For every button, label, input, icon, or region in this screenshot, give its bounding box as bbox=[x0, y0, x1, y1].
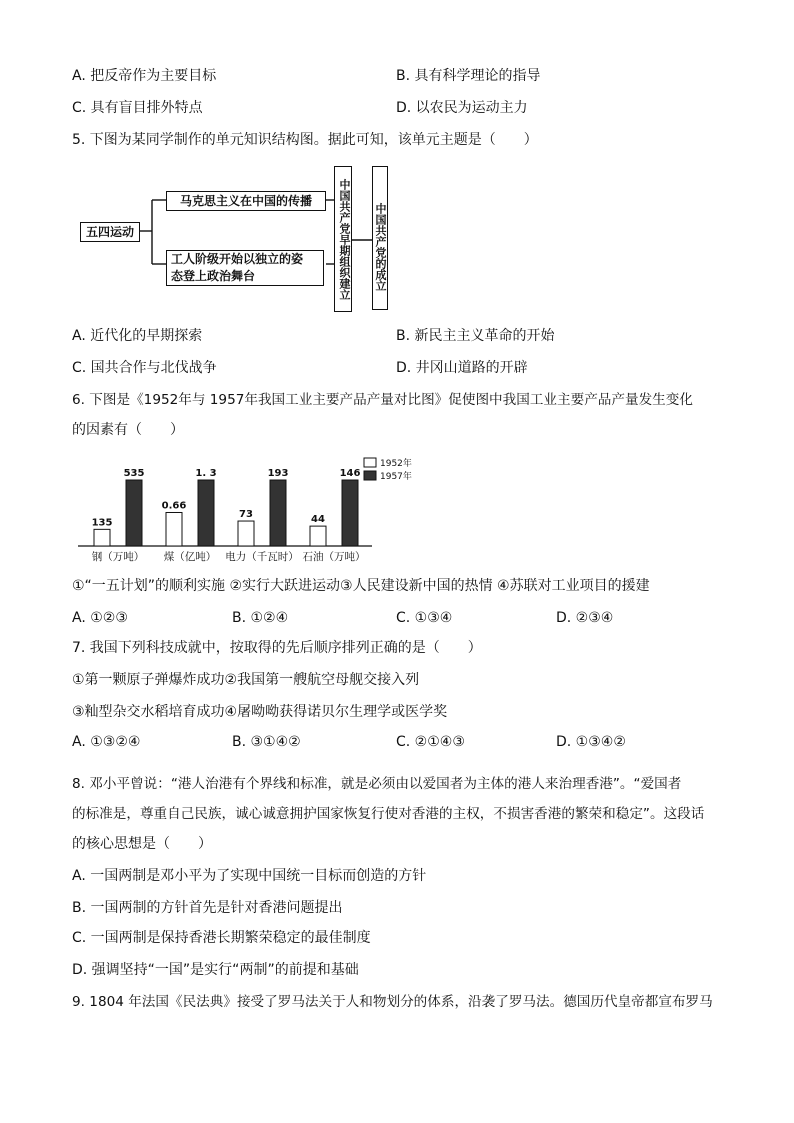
diagram-root-box: 五四运动 bbox=[80, 222, 140, 242]
bar-1952-2 bbox=[238, 521, 254, 546]
diagram-middle-box: 中国共产党早期组织建立 bbox=[334, 166, 352, 312]
q7-items-line1: ①第一颗原子弹爆炸成功②我国第一艘航空母舰交接入列 bbox=[72, 672, 420, 688]
diagram-branch-bottom-line2: 态登上政治舞台 bbox=[171, 269, 256, 283]
q8-option-a: A. 一国两制是邓小平为了实现中国统一目标而创造的方针 bbox=[72, 868, 427, 884]
legend-swatch-1 bbox=[364, 471, 376, 480]
bar-value-label: 0.66 bbox=[161, 500, 187, 512]
bar-1957-0 bbox=[126, 480, 142, 546]
bar-value-label: 193 bbox=[267, 468, 289, 479]
category-label: 电力（千瓦时） bbox=[225, 551, 299, 563]
q5-option-d: D. 井冈山道路的开辟 bbox=[396, 360, 528, 376]
q4-option-a: A. 把反帝作为主要目标 bbox=[72, 68, 217, 84]
q8-option-c: C. 一国两制是保持香港长期繁荣稳定的最佳制度 bbox=[72, 930, 371, 946]
bar-value-label: 535 bbox=[123, 468, 145, 479]
q5-option-a: A. 近代化的早期探索 bbox=[72, 328, 203, 344]
diagram-branch-top-box: 马克思主义在中国的传播 bbox=[166, 191, 326, 211]
q5-option-c: C. 国共合作与北伐战争 bbox=[72, 360, 217, 376]
q6-stem-line2: 的因素有（ ） bbox=[72, 422, 184, 438]
diagram-branch-bottom-box bbox=[166, 250, 324, 286]
bar-1952-0 bbox=[94, 529, 110, 546]
diagram-right-box: 中国共产党的成立 bbox=[372, 166, 388, 310]
legend-swatch-0 bbox=[364, 458, 376, 467]
q6-statements: ①“一五计划”的顺利实施 ②实行大跃进运动③人民建设新中国的热情 ④苏联对工业项目的援建 bbox=[72, 578, 650, 594]
q4-option-b: B. 具有科学理论的指导 bbox=[396, 68, 541, 84]
q8-option-b: B. 一国两制的方针首先是针对香港问题提出 bbox=[72, 900, 343, 916]
q6-option-c: C. ①③④ bbox=[396, 610, 453, 626]
bar-value-label: 73 bbox=[239, 509, 253, 521]
category-label: 石油（万吨） bbox=[302, 551, 366, 563]
category-label: 煤（亿吨） bbox=[163, 551, 217, 563]
q9-line1: 9. 1804 年法国《民法典》接受了罗马法关于人和物划分的体系，沿袭了罗马法。德国历代皇帝都宣布罗马 bbox=[72, 994, 713, 1010]
q4-option-c: C. 具有盲目排外特点 bbox=[72, 100, 203, 116]
q5-stem: 5. 下图为某同学制作的单元知识结构图。据此可知，该单元主题是（ ） bbox=[72, 132, 538, 148]
bar-value-label: 146 bbox=[339, 468, 361, 479]
q8-line3: 的核心思想是（ ） bbox=[72, 836, 212, 852]
q8-line1: 8. 邓小平曾说：“港人治港有个界线和标准，就是必须由以爱国者为主体的港人来治理香港”。“爱国者 bbox=[72, 776, 682, 792]
bar-1957-3 bbox=[342, 480, 358, 546]
q6-option-b: B. ①②④ bbox=[232, 610, 289, 626]
q6-option-d: D. ②③④ bbox=[556, 610, 614, 626]
q7-option-c: C. ②①④③ bbox=[396, 734, 465, 750]
bar-value-label: 135 bbox=[91, 517, 113, 529]
diagram-branch-bottom-line1: 工人阶级开始以独立的姿 bbox=[171, 252, 304, 266]
q5-option-b: B. 新民主主义革命的开始 bbox=[396, 328, 555, 344]
q7-option-d: D. ①③④② bbox=[556, 734, 626, 750]
legend-label: 1957年 bbox=[380, 472, 412, 482]
bar-value-label: 44 bbox=[311, 514, 325, 526]
q6-stem-line1: 6. 下图是《1952年与 1957年我国工业主要产品产量对比图》促使图中我国工业主要产品产量发生变化 bbox=[72, 392, 693, 408]
bar-value-label: 1. 3 bbox=[195, 468, 217, 479]
q5-knowledge-diagram bbox=[70, 160, 410, 320]
q4-option-d: D. 以农民为运动主力 bbox=[396, 100, 528, 116]
bar-1952-3 bbox=[310, 526, 326, 546]
q6-option-a: A. ①②③ bbox=[72, 610, 128, 626]
bar-1952-1 bbox=[166, 512, 182, 546]
q8-option-d: D. 强调坚持“一国”是实行“两制”的前提和基础 bbox=[72, 962, 359, 978]
production-bar-chart bbox=[70, 452, 412, 564]
q7-option-a: A. ①③②④ bbox=[72, 734, 141, 750]
q7-option-b: B. ③①④② bbox=[232, 734, 301, 750]
q8-line2: 的标准是，尊重自己民族，诚心诚意拥护国家恢复行使对香港的主权，不损害香港的繁荣和稳定”。这段话 bbox=[72, 806, 705, 822]
q7-stem: 7. 我国下列科技成就中，按取得的先后顺序排列正确的是（ ） bbox=[72, 640, 482, 656]
legend-label: 1952年 bbox=[380, 459, 412, 469]
q7-items-line2: ③籼型杂交水稻培育成功④屠呦呦获得诺贝尔生理学或医学奖 bbox=[72, 704, 448, 720]
bar-1957-2 bbox=[270, 480, 286, 546]
bar-1957-1 bbox=[198, 480, 214, 546]
category-label: 钢（万吨） bbox=[91, 551, 145, 563]
